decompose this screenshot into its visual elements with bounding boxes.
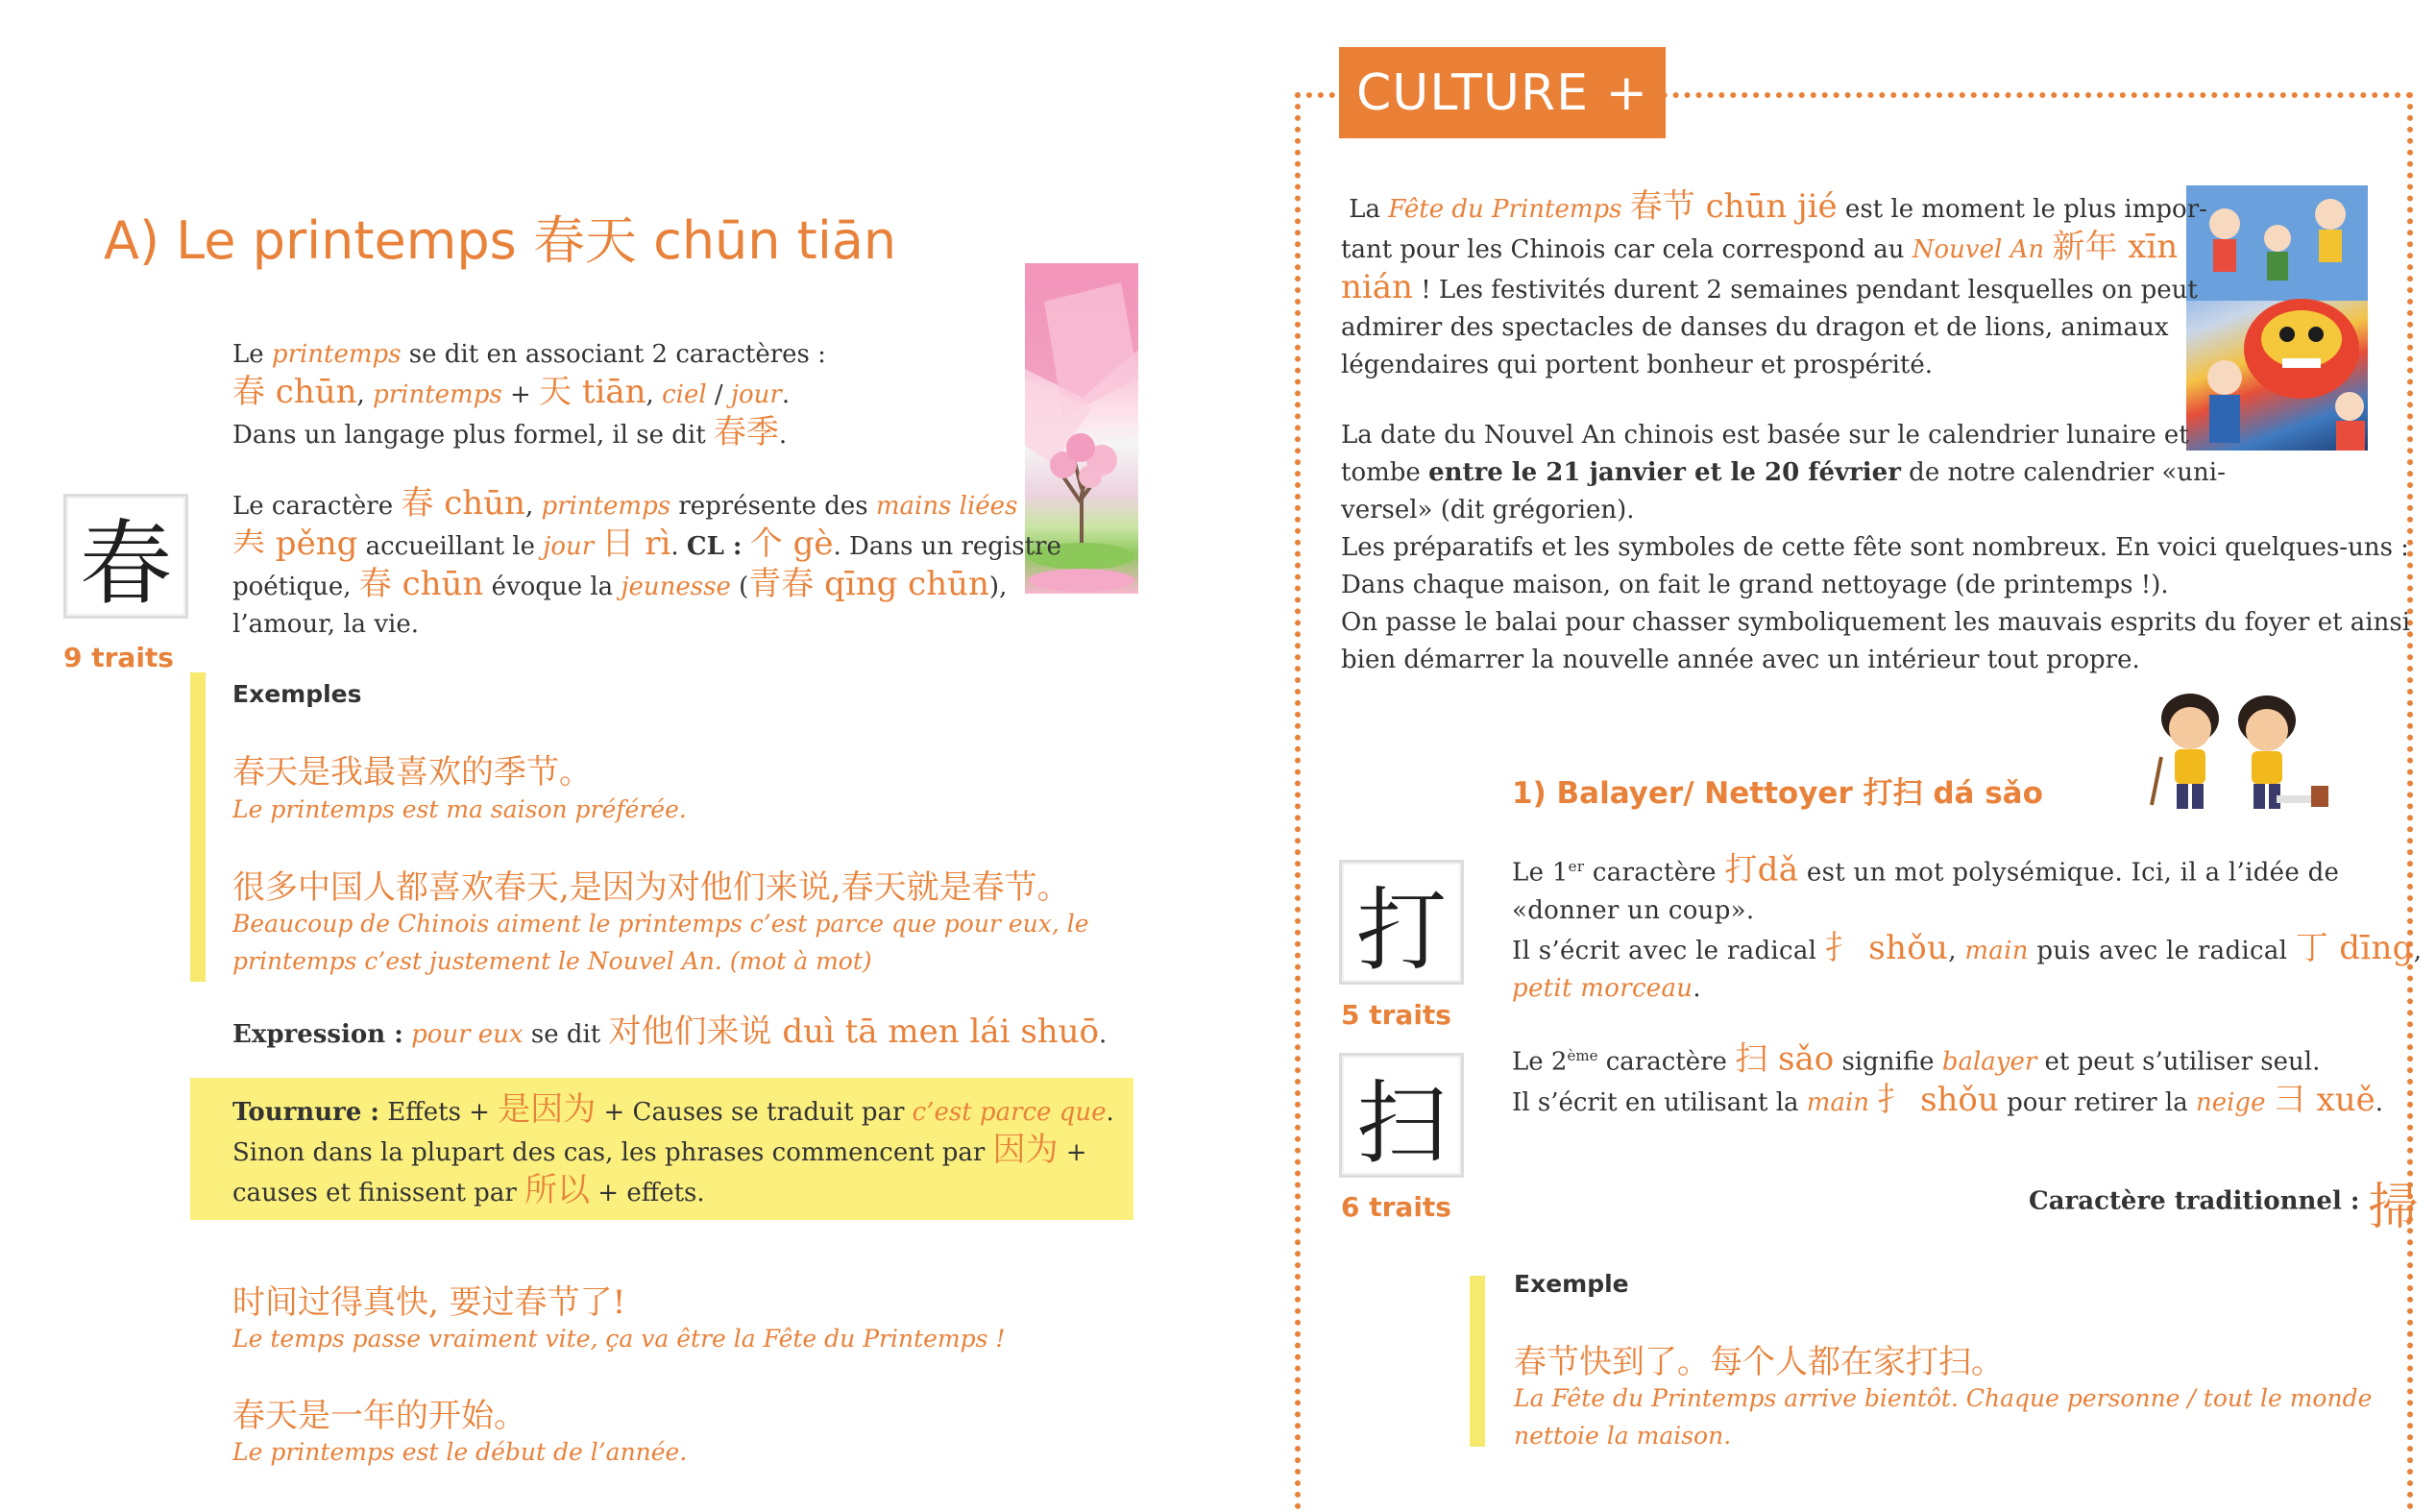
stroke-count: 5 traits (1341, 999, 1451, 1031)
term-zh: 𡗗 pěng (232, 524, 358, 563)
text: Sinon dans la plupart des cas, les phrases commencent par (232, 1138, 993, 1167)
text: poétique, (232, 573, 359, 601)
char2-explanation (1512, 1037, 2384, 1122)
term-zh: 春节 chūn jié (1629, 187, 1838, 226)
term: Nouvel An (1912, 235, 2045, 264)
term: neige (2195, 1087, 2266, 1117)
text: + effets. (590, 1179, 705, 1207)
subsection-title: 1) Balayer/ Nettoyer 打扫 dá sǎo (1512, 776, 2043, 811)
text: puis avec le radical (2028, 936, 2296, 965)
text: Dans un langage plus formel, il se dit (232, 421, 714, 450)
text: pour retirer la (1998, 1087, 2196, 1117)
text: ! Les festivités durent 2 semaines pendant lesquelles on peut (1412, 276, 2198, 305)
example-zh: 春天是我最喜欢的季节。 (232, 753, 592, 792)
term-zh: 春 chūn (232, 373, 357, 411)
term-zh: 扫 sǎo (1735, 1039, 1835, 1079)
term-zh: 天 tiān (539, 373, 646, 411)
example-fr: nettoie la maison. (1514, 1422, 1732, 1450)
text: Les préparatifs et les symboles de cette fête sont nombreux. En voici quelques-uns : (1341, 533, 2409, 562)
example-fr: Le printemps est le début de l’année. (232, 1438, 688, 1466)
term: printemps (271, 340, 402, 369)
term: main (1806, 1087, 1870, 1117)
traditional-character (2029, 1166, 2419, 1238)
term: ciel (662, 380, 707, 409)
text: ( (730, 573, 749, 601)
text: , (524, 492, 542, 521)
text: , (356, 380, 374, 409)
term: jour (730, 380, 782, 409)
text (403, 1020, 411, 1049)
text: est le moment le plus impor- (1837, 195, 2207, 224)
term: main (1964, 936, 2029, 965)
example-zh: 时间过得真快, 要过春节了! (232, 1283, 626, 1322)
term-zh: 所以 (524, 1171, 591, 1209)
text: évoque la (483, 573, 621, 601)
text (743, 532, 750, 561)
character-glyph: 扫 (1355, 1071, 1447, 1177)
text: La date du Nouvel An chinois est basée sur le calendrier lunaire et (1341, 421, 2189, 450)
text: La (1349, 195, 1389, 224)
text: Il s’écrit avec le radical (1512, 936, 1825, 965)
term: jeunesse (621, 573, 731, 601)
example-fr: Le temps passe vraiment vite, ça va être la Fête du Printemps ! (232, 1325, 1006, 1353)
culture-paragraph-2 (1341, 417, 2411, 679)
text: Dans chaque maison, on fait le grand nettoyage (de printemps !). (1341, 571, 2169, 599)
label: Caractère traditionnel : (2029, 1186, 2360, 1216)
term-zh: 青春 qīng chūn (748, 565, 989, 603)
term: jour (543, 532, 595, 561)
culture-paragraph-1 (1341, 187, 2207, 384)
text: Le 2 (1512, 1047, 1568, 1077)
label: CL : (686, 532, 743, 561)
term-zh: 个 gè (749, 524, 834, 563)
text: / (706, 380, 731, 409)
text: . (1693, 973, 1701, 1003)
text: , (2413, 936, 2423, 965)
superscript: ème (1567, 1047, 1598, 1064)
term-zh: 扌 shǒu (1824, 928, 1949, 967)
example-zh: 春节快到了。每个人都在家打扫。 (1514, 1343, 2004, 1381)
character-description (232, 484, 1061, 644)
superscript: er (1568, 858, 1585, 875)
term-zh: 打dǎ (1724, 850, 1799, 890)
term-zh: nián (1341, 268, 1413, 306)
term: balayer (1941, 1047, 2037, 1077)
text: tant pour les Chinois car cela correspond au (1341, 235, 1912, 264)
text: bien démarrer la nouvelle année avec un intérieur tout propre. (1341, 646, 2140, 674)
term: c’est parce que (912, 1098, 1107, 1127)
char1-explanation (1512, 848, 2423, 1008)
text: représente des (670, 492, 876, 521)
text: . (2375, 1087, 2384, 1117)
character-glyph: 打 (1355, 878, 1447, 984)
example-bar (1470, 1276, 1485, 1447)
grammar-note (232, 1091, 1126, 1212)
example-fr: printemps c’est justement le Nouvel An. (mot à mot) (232, 947, 872, 975)
text: , (646, 380, 663, 409)
example-zh: 很多中国人都喜欢春天,是因为对他们来说,春天就是春节。 (232, 868, 1070, 907)
text: . (778, 421, 788, 450)
example-fr: Beaucoup de Chinois aiment le printemps c’est parce que pour eux, le (232, 910, 1089, 938)
examples-heading: Exemples (232, 680, 362, 708)
example-fr: Le printemps est ma saison préférée. (232, 795, 687, 823)
example-heading: Exemple (1514, 1270, 1629, 1298)
term-zh: 因为 (992, 1131, 1059, 1169)
text: accueillant le (357, 532, 544, 561)
text: «donner un coup». (1512, 895, 1755, 925)
traditional-glyph: 掃 (2368, 1179, 2419, 1236)
text: . (1099, 1020, 1108, 1049)
section-title-printemps: A) Le printemps 春天 chūn tiān (104, 210, 897, 271)
text: caractère (1597, 1047, 1736, 1077)
term-zh: 扌 shǒu (1877, 1080, 1999, 1119)
text: de notre calendrier «uni- (1900, 458, 2226, 487)
kids-sweeping-illustration (2132, 690, 2334, 819)
stroke-count: 6 traits (1341, 1191, 1451, 1223)
character-da-box (1339, 860, 1464, 985)
term-zh: 是因为 (498, 1090, 597, 1129)
term-zh: 日 rì (601, 524, 671, 563)
term-zh: 彐 xuě (2273, 1080, 2375, 1119)
text: légendaires qui portent bonheur et prospérité. (1341, 351, 1934, 379)
term-zh: 对他们来说 duì tā men lái shuō (608, 1012, 1100, 1051)
term-zh: 春 chūn (401, 484, 525, 523)
example-bar (190, 672, 206, 982)
text: Le 1 (1512, 858, 1569, 888)
text: Effets + (379, 1098, 499, 1127)
label: Expression : (232, 1020, 403, 1049)
text: Le caractère (232, 492, 402, 521)
text: . (1106, 1098, 1114, 1127)
culture-tab: CULTURE + (1339, 47, 1666, 138)
text: . Dans un registre (833, 532, 1061, 561)
term: Fête du Printemps (1388, 195, 1622, 224)
expression-line (232, 1013, 1107, 1054)
text (1622, 195, 1630, 224)
text: causes et finissent par (232, 1179, 525, 1207)
text: se dit en associant 2 caractères : (401, 340, 826, 369)
text: + Causes se traduit par (596, 1098, 913, 1127)
term-zh: 丁 dīng (2295, 928, 2414, 967)
text: et peut s’utiliser seul. (2036, 1047, 2321, 1077)
term: pour eux (411, 1020, 524, 1049)
term: printemps (373, 380, 502, 409)
date-range: entre le 21 janvier et le 20 février (1428, 458, 1901, 487)
text: tombe (1341, 458, 1429, 487)
text: Il s’écrit en utilisant la (1512, 1087, 1807, 1117)
text: On passe le balai pour chasser symboliquement les mauvais esprits du foyer et ainsi (1341, 608, 2411, 637)
text (2265, 1088, 2273, 1117)
term: mains liées (875, 492, 1018, 521)
term-zh: 春季 (713, 413, 779, 451)
character-chun-box (63, 494, 188, 619)
text: versel» (dit grégorien). (1341, 496, 1635, 524)
text: est un mot polysémique. Ici, il a l’idée de (1798, 858, 2340, 888)
term-zh: 新年 xīn (2052, 228, 2179, 266)
text: signifie (1834, 1047, 1942, 1077)
example-fr: La Fête du Printemps arrive bientôt. Chaque personne / tout le monde (1514, 1384, 2373, 1412)
new-year-dragon-illustration (2186, 185, 2368, 451)
example-zh: 春天是一年的开始。 (232, 1397, 526, 1435)
text: admirer des spectacles de danses du dragon et de lions, animaux (1341, 313, 2169, 342)
text: . (670, 532, 687, 561)
text: , (1948, 936, 1965, 965)
stroke-count: 9 traits (63, 642, 174, 673)
character-glyph: 春 (80, 509, 172, 618)
text: ), (988, 573, 1008, 601)
text: + (1058, 1138, 1087, 1167)
label: Tournure : (232, 1098, 380, 1127)
intro-paragraph (232, 336, 1020, 454)
text: + (501, 380, 540, 409)
text: l’amour, la vie. (232, 610, 419, 639)
term: petit morceau (1512, 973, 1693, 1003)
text: Le (232, 340, 272, 369)
term-zh: 春 chūn (358, 565, 484, 603)
text: caractère (1584, 858, 1725, 888)
term: printemps (541, 492, 671, 521)
text: se dit (523, 1020, 609, 1049)
text: . (781, 380, 791, 409)
character-sao-box (1339, 1053, 1464, 1178)
